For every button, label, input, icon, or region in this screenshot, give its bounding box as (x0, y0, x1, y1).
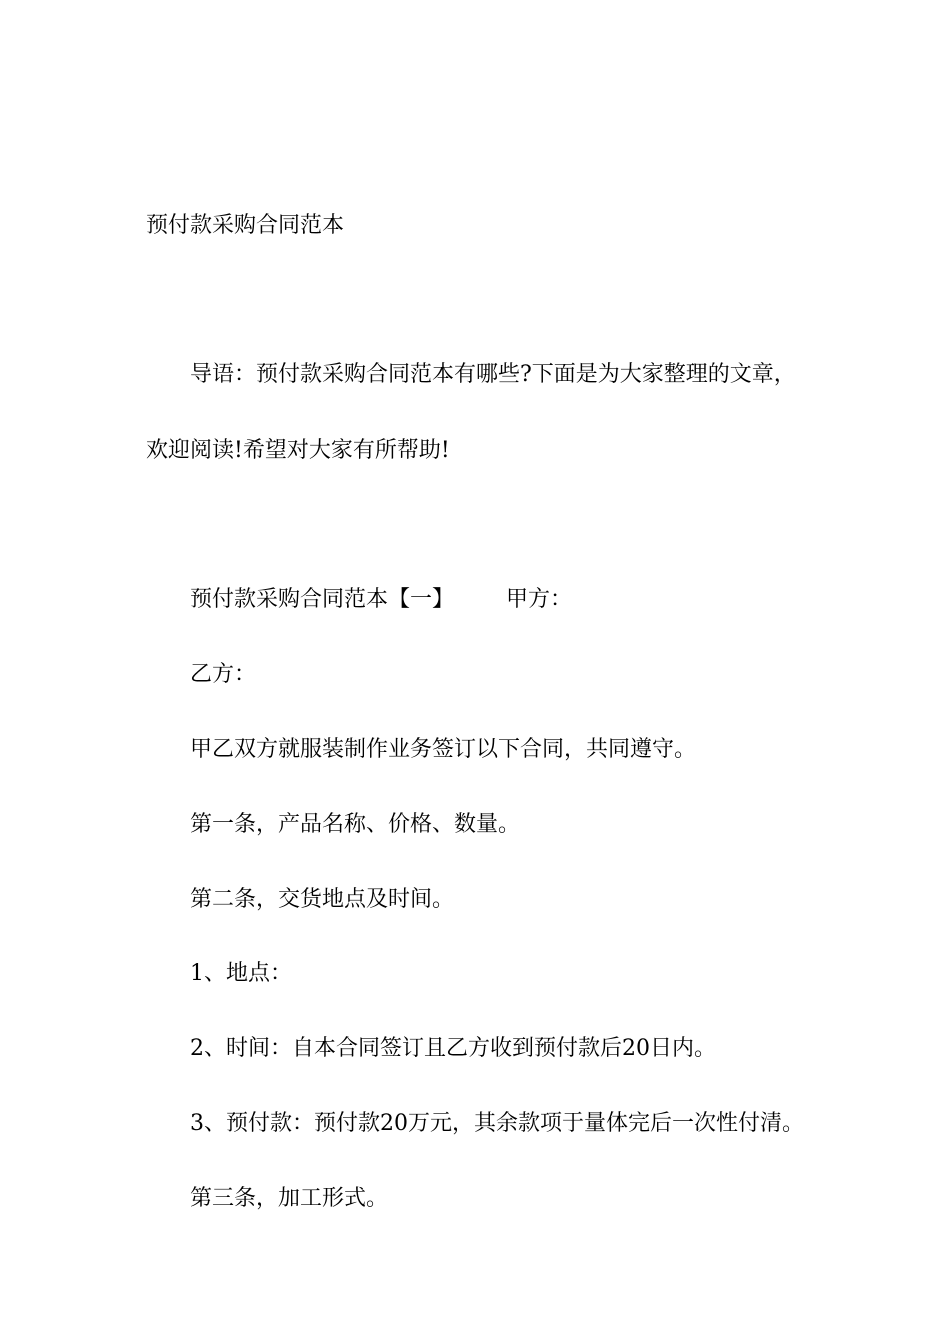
intro-paragraph-line-2: 欢迎阅读!希望对大家有所帮助! (146, 438, 450, 463)
section-heading: 预付款采购合同范本【一】 (190, 587, 455, 612)
section-heading-line (190, 585, 572, 615)
party-a-label: 甲方： (506, 587, 573, 612)
article-2: 第二条，交货地点及时间。 (190, 887, 455, 912)
list-item-time: 2、时间：自本合同签订且乙方收到预付款后20日内。 (190, 1036, 716, 1061)
document-title: 预付款采购合同范本 (146, 213, 345, 238)
list-item-prepayment: 3、预付款：预付款20万元，其余款项于量体完后一次性付清。 (190, 1111, 804, 1136)
list-item-location: 1、地点： (190, 961, 292, 986)
article-3: 第三条，加工形式。 (190, 1186, 389, 1211)
party-b-label: 乙方： (190, 662, 257, 687)
agreement-statement: 甲乙双方就服装制作业务签订以下合同，共同遵守。 (190, 737, 697, 762)
intro-paragraph-line-1: 导语：预付款采购合同范本有哪些?下面是为大家整理的文章， (190, 362, 796, 387)
article-1: 第一条，产品名称、价格、数量。 (190, 812, 521, 837)
